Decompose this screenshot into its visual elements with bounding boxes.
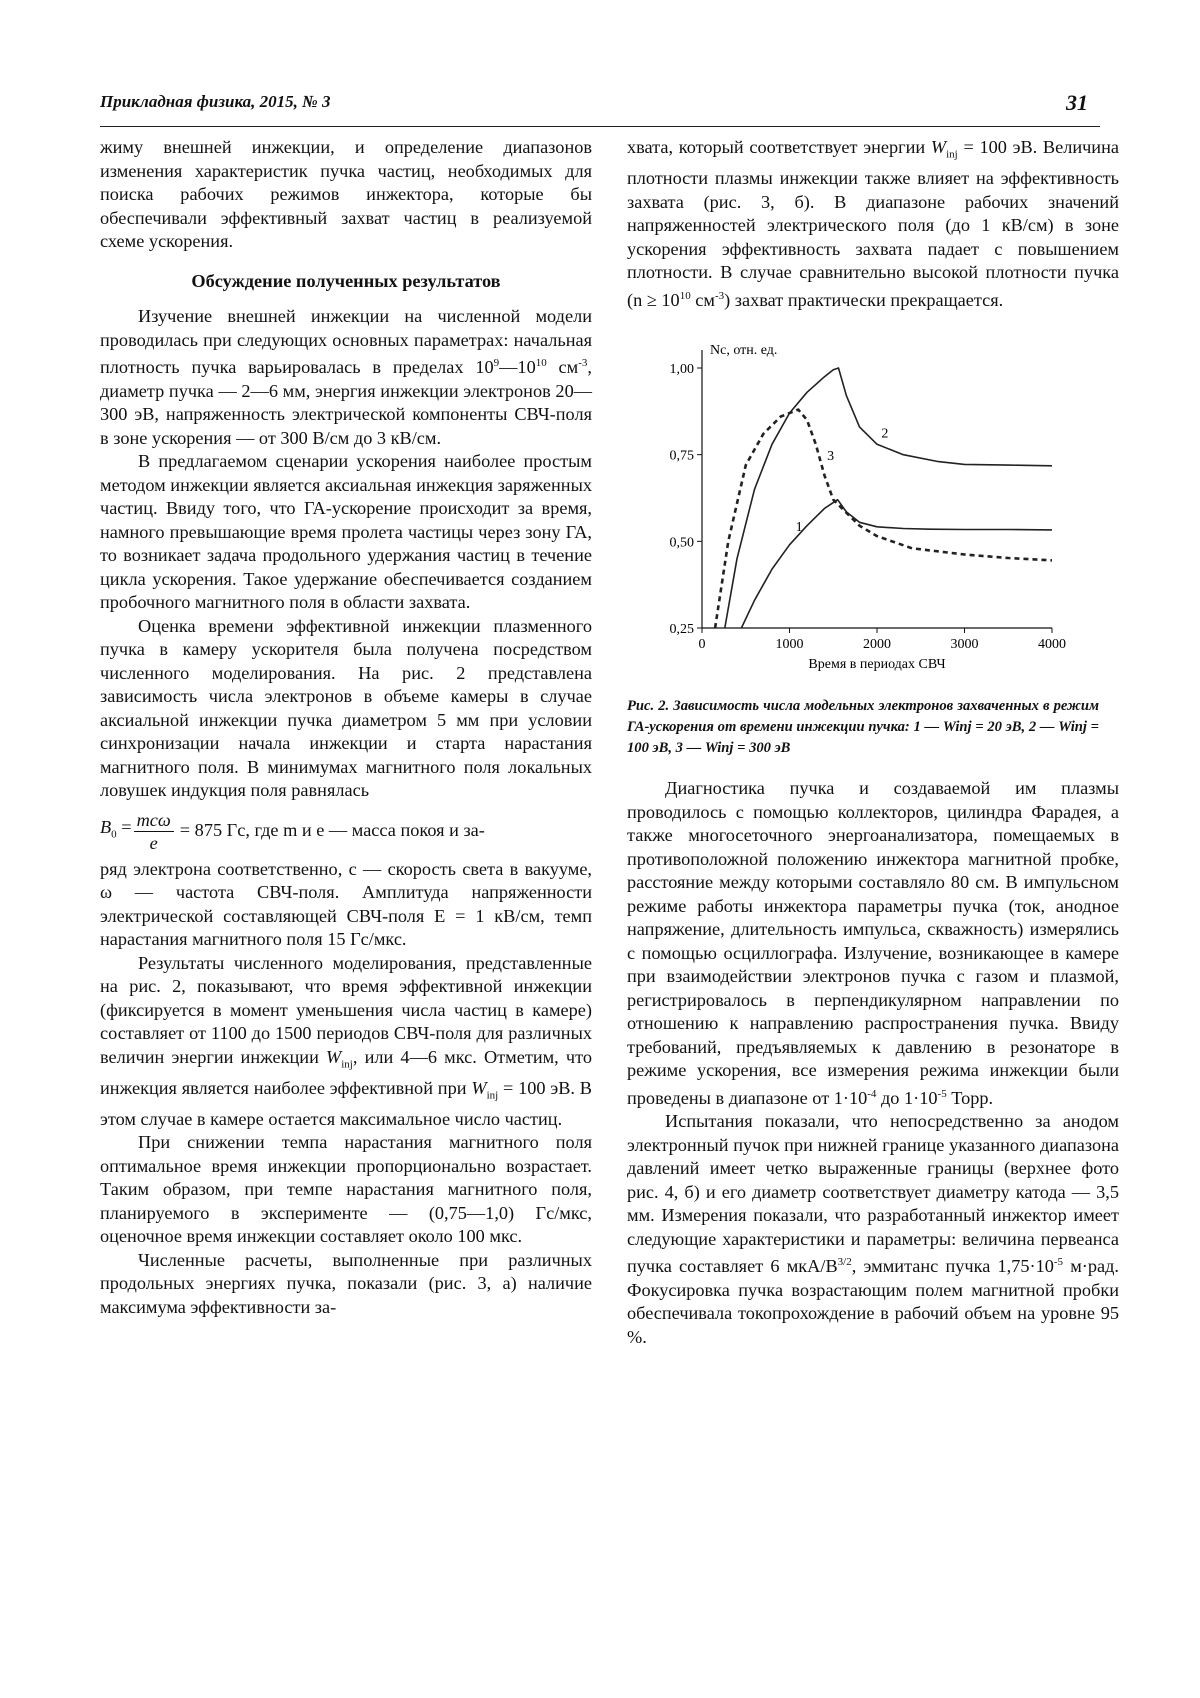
paragraph: В предлагаемом сценарии ускорения наиболее простым методом инжекции является аксиальная инжекция заряженных частиц. Ввиду того, что ГА-ускорение происходит за время, намного превышающие время пролета частицы через зону ГА, то возникает задача продольного удержания частиц в течение цикла ускорения. Такое удержание обеспечивается созданием пробочного магнитного поля в области захвата. xyxy=(100,451,592,613)
paragraph: хвата, который соответствует энергии $W_{inj} = 100$ эВ. Величина плотности плазмы инжекции также влияет на эффективность захвата (рис. 3, б). В диапазоне рабочих значений напряженностей электрического поля (до 1 кВ/см) в зоне ускорения эффективность захвата падает с повышением плотности. В случае сравнительно высокой плотности пучка ($n \ge 10^{10}$ $см^{-3}$) захват практически прекращается. xyxy=(627,137,1119,310)
section-heading: Обсуждение полученных результатов xyxy=(191,270,501,291)
figure-caption: Рис. 2. Зависимость числа модельных электронов захваченных в режим ГА-ускорения от времени инжекции пучка: 1 — Winj = 20 эВ, 2 — Winj = 100 эВ, 3 — Winj = 300 эВ xyxy=(627,698,1099,757)
series-label-3: 3 xyxy=(827,449,835,465)
series-line-3 xyxy=(715,410,1052,628)
y-axis-label: Nc, отн. ед. xyxy=(710,343,778,359)
series-line-2 xyxy=(725,368,1052,628)
figure-2 xyxy=(627,328,1119,759)
x-tick-label: 1000 xyxy=(775,637,804,653)
y-tick-label: 0,25 xyxy=(669,622,694,638)
paragraph: Результаты численного моделирования, представленные на рис. 2, показывают, что время эффективной инжекции (фиксируется в момент уменьшения числа частиц в камере) составляет от 1100 до 1500 периодов СВЧ-поля для различных величин энергии инжекции $W_{inj}$, или 4—6 мкс. Отметим, что инжекция является наиболее эффективной при $W_{inj} = 100$ эВ. В этом случае в камере остается максимальное число частиц. xyxy=(100,952,592,1129)
y-tick-label: 1,00 xyxy=(669,362,694,378)
paragraph: Оценка времени эффективной инжекции плазменного пучка в камеру ускорителя была получена посредством численного моделирования. На рис. 2 представлена зависимость числа электронов в объеме камеры в случае аксиальной инжекции пучка диаметром 5 мм при условии синхронизации начала инжекции и старта нарастания магнитного поля. В минимумах магнитного поля локальных ловушек индукция поля равнялась xyxy=(100,615,592,801)
chart xyxy=(627,328,1097,688)
paragraph: При снижении темпа нарастания магнитного поля оптимальное время инжекции пропорционально возрастает. Таким образом, при темпе нарастания магнитного поля, планируемого в эксперименте — (0,75—1,0) Гс/мкс, оценочное время инжекции составляет около 100 мкс. xyxy=(100,1132,592,1247)
series-label-1: 1 xyxy=(795,520,803,536)
paragraph: Численные расчеты, выполненные при различных продольных энергиях пучка, показали (рис. 3, а) наличие максимума эффективности за- xyxy=(100,1249,592,1317)
paragraph: жиму внешней инжекции, и определение диапазонов изменения характеристик пучка частиц, необходимых для поиска рабочих режимов инжектора, которые бы обеспечивали эффективный захват частиц в реализуемой схеме ускорения. xyxy=(100,137,592,251)
x-axis-label: Время в периодах СВЧ xyxy=(808,657,946,673)
y-tick-label: 0,75 xyxy=(669,448,694,464)
page-number: 31 xyxy=(1066,90,1088,115)
paragraph: ряд электрона соответственно, c — скорость света в вакууме, ω — частота СВЧ-поля. Амплитуда напряженности электрической составляющей СВЧ-поля E = 1 кВ/см, темп нарастания магнитного поля 15 Гс/мкс. xyxy=(100,858,592,950)
y-tick-label: 0,50 xyxy=(669,535,694,551)
x-tick-label: 0 xyxy=(698,637,706,653)
series-label-2: 2 xyxy=(881,426,889,442)
x-tick-label: 2000 xyxy=(863,637,891,653)
x-tick-label: 3000 xyxy=(950,637,979,653)
page-header xyxy=(100,92,1100,127)
paragraph: Диагностика пучка и создаваемой им плазмы проводилось с помощью коллекторов, цилиндра Фарадея, а также многосеточного энергоанализатора, помещаемых в противоположной положению инжектора магнитной пробке, расстояние между которыми составляло 80 см. В импульсном режиме работы инжектора параметры пучка (ток, анодное напряжение, длительность импульса, скважность) измерялись с помощью осциллографа. Излучение, возникающее в камере при взаимодействии электронов пучка с газом и плазмой, регистрировалось в перпендикулярном направлении по отношению к направлению распространения пучка. Ввиду требований, предъявляемых к давлению в резонаторе в режиме ускорения, все измерения режима инжекции были проведены в диапазоне от $1\cdot 10^{-4}$ до $1\cdot 10^{-5}$ Торр. xyxy=(627,778,1119,1108)
paragraph: Испытания показали, что непосредственно за анодом электронный пучок при нижней границе указанного диапазона давлений имеет четко выраженные границы (верхнее фото рис. 4, б) и его диаметр соответствует диаметру катода — 3,5 мм. Измерения показали, что разработанный инжектор имеет следующие характеристики и параметры: величина первеанса пучка составляет 6 мкА/$В^{3/2}$, эммитанс пучка $1,75\cdot 10^{-5}$ м·рад. Фокусировка пучка возрастающим полем магнитной пробки обеспечивала токопрохождение в рабочий объем на уровне 95 %. xyxy=(627,1111,1119,1347)
journal-title: Прикладная физика, 2015, № 3 xyxy=(100,92,331,111)
series-line-1 xyxy=(741,500,1052,628)
right-column xyxy=(627,136,1119,1349)
x-tick-label: 4000 xyxy=(1038,637,1066,653)
left-column xyxy=(100,136,592,1319)
formula: $B_0$ = $\frac{\text{mcω}}{e}$ = 875 Гс, где m и e — масса покоя и за- xyxy=(100,809,485,853)
paragraph: Изучение внешней инжекции на численной модели проводилась при следующих основных параметрах: начальная плотность пучка варьировалась в пределах $10^9—10^{10}$ $см^{-3}$, диаметр пучка — 2—6 мм, энергия инжекции электронов 20—300 эВ, напряженность электрической компоненты СВЧ-поля в зоне ускорения — от 300 В/см до 3 кВ/см. xyxy=(100,306,592,448)
